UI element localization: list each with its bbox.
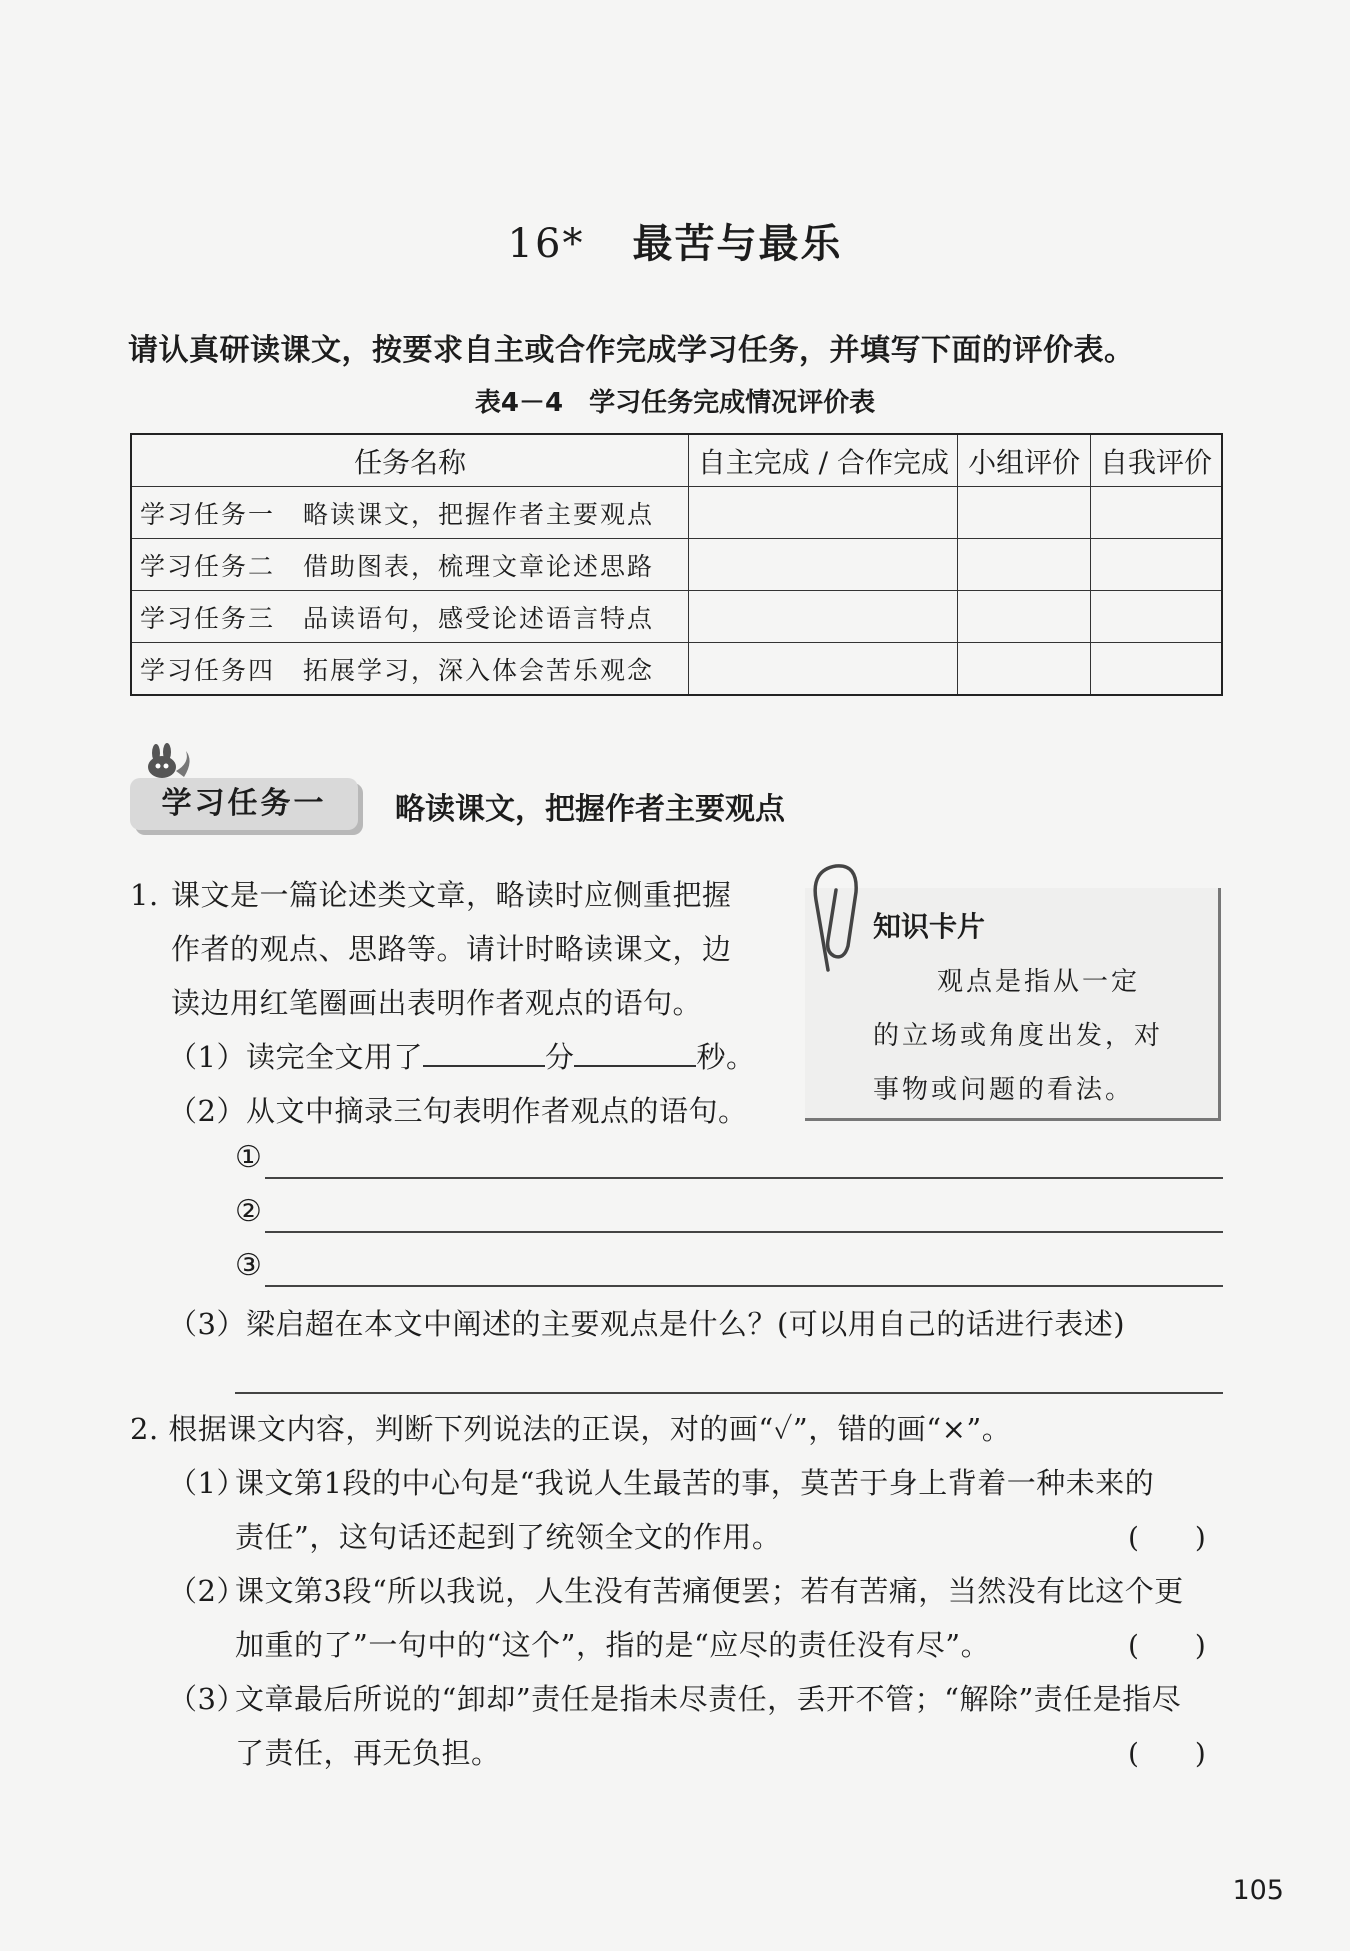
circle-number-1: ① [235,1140,262,1175]
self-eval-cell[interactable] [1090,591,1222,643]
task-cell [131,487,689,539]
q2-item-1-line-1: 课文第1段的中心句是“我说人生最苦的事，莫苦于身上背着一种未来的 [235,1466,1155,1500]
answer-line-3[interactable] [265,1285,1223,1287]
completion-cell[interactable] [689,591,958,643]
group-eval-cell[interactable] [958,487,1091,539]
header-self-eval: 自我评价 [1090,434,1222,487]
evaluation-table [130,433,1223,696]
table-caption [0,382,1350,419]
circle-number-3: ③ [235,1248,262,1283]
task-desc: 借助图表，梳理文章论述思路 [303,551,655,581]
q2-item-1-label: （1） [168,1466,246,1500]
task-cell [131,539,689,591]
table-caption-title: 学习任务完成情况评价表 [589,388,876,418]
task-desc: 拓展学习，深入体会苦乐观念 [303,655,655,685]
card-line-2: 的立场或角度出发，对 [873,1021,1164,1051]
q1-number: 1. [130,878,159,912]
answer-paren-2[interactable]: ( ) [1128,1629,1206,1662]
task-cell [131,643,689,696]
intro-text: 请认真研读课文，按要求自主或合作完成学习任务，并填写下面的评价表。 [128,333,1135,368]
completion-cell[interactable] [689,487,958,539]
paperclip-icon [806,860,866,980]
completion-cell[interactable] [689,643,958,696]
q1-line-2: 作者的观点、思路等。请计时略读课文，边 [171,932,732,966]
table-row [131,539,1222,591]
completion-cell[interactable] [689,539,958,591]
table-row [131,487,1222,539]
seconds-blank[interactable] [574,1037,696,1067]
answer-line-4[interactable] [235,1392,1223,1394]
group-eval-cell[interactable] [958,643,1091,696]
lesson-title [0,212,1350,269]
group-eval-cell[interactable] [958,591,1091,643]
task-desc: 品读语句，感受论述语言特点 [303,603,655,633]
q2-item-2-line-2: 加重的了”一句中的“这个”，指的是“应尽的责任没有尽”。 [235,1628,991,1662]
q2-item-1-line-2: 责任”，这句话还起到了统领全文的作用。 [235,1520,782,1554]
q1-sub3: （3）梁启超在本文中阐述的主要观点是什么？(可以用自己的话进行表述) [168,1307,1126,1341]
lesson-number: 16* [507,221,585,267]
minutes-blank[interactable] [423,1037,545,1067]
table-caption-id: 表4－4 [474,388,564,418]
q1-sub1-text-c: 秒。 [696,1040,756,1074]
self-eval-cell[interactable] [1090,487,1222,539]
q2-item-2-label: （2） [168,1574,246,1608]
q1-sub1-label: （1） [168,1040,246,1074]
task-name: 学习任务一 [140,499,276,529]
task-name: 学习任务二 [140,551,276,581]
q1-sub1-text-a: 读完全文用了 [245,1040,423,1074]
q1-sub1-text-b: 分 [544,1040,575,1074]
circle-number-2: ② [235,1194,262,1229]
lesson-name: 最苦与最乐 [632,220,843,267]
answer-line-1[interactable] [265,1177,1223,1179]
card-line-3: 事物或问题的看法。 [873,1075,1135,1105]
q1-line-3: 读边用红笔圈画出表明作者观点的语句。 [171,986,703,1020]
self-eval-cell[interactable] [1090,643,1222,696]
knowledge-card-title: 知识卡片 [873,910,986,943]
table-row [131,591,1222,643]
q1-sub2: （2）从文中摘录三句表明作者观点的语句。 [168,1094,748,1128]
task-name: 学习任务三 [140,603,276,633]
task-name: 学习任务四 [140,655,276,685]
q2-item-3-line-1: 文章最后所说的“卸却”责任是指未尽责任，丢开不管；“解除”责任是指尽 [235,1682,1182,1716]
task-desc: 略读课文，把握作者主要观点 [303,499,655,529]
q1-sub1 [168,1030,756,1084]
q2-item-3-line-2: 了责任，再无负担。 [235,1736,501,1770]
section-title: 略读课文，把握作者主要观点 [395,792,785,827]
table-row [131,643,1222,696]
answer-paren-3[interactable]: ( ) [1128,1737,1206,1770]
task-cell [131,591,689,643]
section-tag: 学习任务一 [130,778,358,830]
page-number: 105 [1232,1875,1284,1906]
group-eval-cell[interactable] [958,539,1091,591]
header-task-name: 任务名称 [131,434,689,487]
table-header-row [131,434,1222,487]
mascot-icon [140,737,196,781]
q2-item-3-label: （3） [168,1682,246,1716]
header-group-eval: 小组评价 [958,434,1091,487]
answer-line-2[interactable] [265,1231,1223,1233]
answer-paren-1[interactable]: ( ) [1128,1521,1206,1554]
knowledge-card-text [873,955,1193,1117]
q1-line-1: 课文是一篇论述类文章，略读时应侧重把握 [171,878,732,912]
q2-stem: 2. 根据课文内容，判断下列说法的正误，对的画“✓”，错的画“×”。 [130,1412,1012,1446]
header-completion: 自主完成 / 合作完成 [689,434,958,487]
self-eval-cell[interactable] [1090,539,1222,591]
card-line-1: 观点是指从一定 [937,967,1141,997]
q2-item-2-line-1: 课文第3段“所以我说，人生没有苦痛便罢；若有苦痛，当然没有比这个更 [235,1574,1184,1608]
